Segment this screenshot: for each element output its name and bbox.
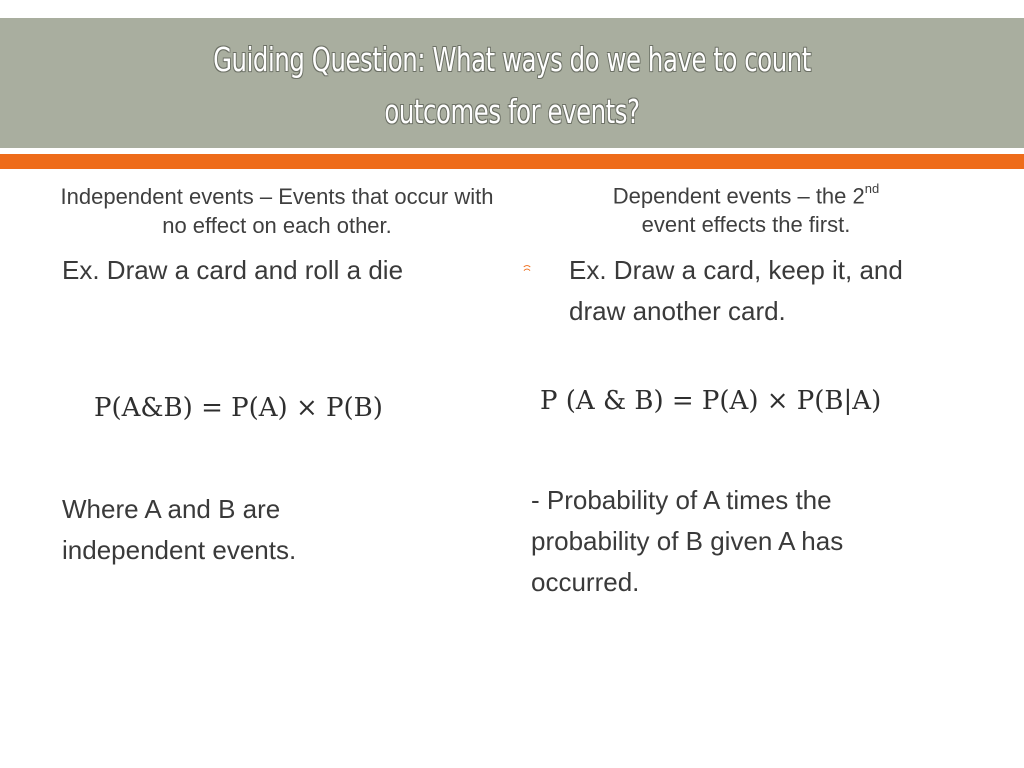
dependent-note: - Probability of A times the probability of B given A has occurred.: [531, 485, 844, 597]
dependent-events-heading: [530, 176, 962, 239]
independent-formula: [94, 393, 383, 423]
independent-formula-text: P(A&B) = P(A) × P(B): [94, 393, 383, 423]
slide-title: Guiding Question: What ways do we have to count outcomes for events?: [213, 40, 811, 131]
dependent-formula: [540, 386, 881, 416]
independent-events-heading: Independent events – Events that occur with no effect on each other.: [60, 184, 494, 238]
dependent-heading-rest: event effects the first.: [641, 212, 851, 238]
independent-note: Where A and B are independent events.: [62, 494, 297, 565]
accent-bar: [0, 154, 1024, 169]
dependent-heading-main: Dependent events – the 2: [612, 183, 865, 209]
dependent-formula-text: P (A & B) = P(A) × P(B|A): [540, 386, 882, 416]
independent-example: Ex. Draw a card and roll a die: [62, 255, 404, 285]
dependent-example: Ex. Draw a card, keep it, and draw another card.: [569, 255, 903, 326]
dependent-heading-sup: nd: [864, 181, 880, 196]
